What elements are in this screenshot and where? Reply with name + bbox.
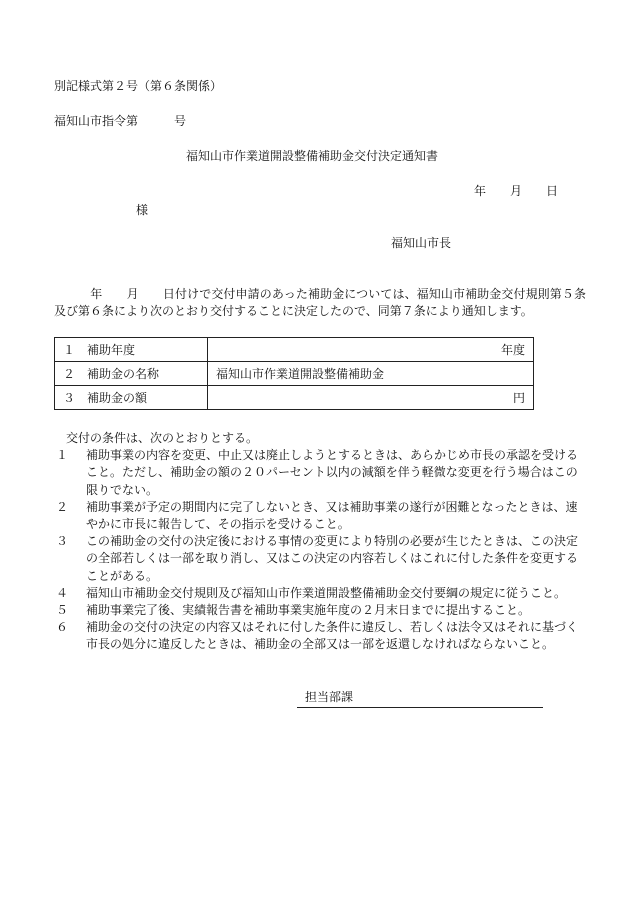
row-label: ２ 補助金の名称 bbox=[55, 362, 208, 386]
condition-text: 補助事業完了後、実績報告書を補助事業実施年度の２月末日までに提出すること。 bbox=[86, 603, 531, 618]
condition-item bbox=[54, 585, 588, 602]
issuer: 福知山市長 bbox=[391, 236, 452, 250]
form-id: 別記様式第２号（第６条関係） bbox=[54, 79, 223, 93]
condition-item bbox=[54, 447, 588, 499]
condition-number: ５ bbox=[56, 603, 69, 618]
addressee: 様 bbox=[136, 203, 149, 217]
condition-number: １ bbox=[56, 448, 69, 463]
grant-info-table bbox=[54, 337, 534, 410]
document-title: 福知山市作業道開設整備補助金交付決定通知書 bbox=[186, 149, 439, 163]
row-value: 福知山市作業道開設整備補助金 bbox=[208, 362, 534, 386]
table-row bbox=[55, 338, 534, 362]
department-label: 担当部課 bbox=[305, 690, 354, 704]
condition-item bbox=[54, 533, 588, 585]
condition-text: 補助事業が予定の期間内に完了しないとき、又は補助事業の遂行が困難となったときは、速やかに市長に報告して、その指示を受けること。 bbox=[86, 499, 578, 532]
condition-number: ６ bbox=[56, 620, 69, 635]
condition-number: ４ bbox=[56, 585, 69, 600]
table-row bbox=[55, 386, 534, 410]
condition-number: ２ bbox=[56, 499, 69, 514]
condition-number: ３ bbox=[56, 534, 69, 549]
row-value: 円 bbox=[208, 386, 534, 410]
condition-text: 福知山市補助金交付規則及び福知山市作業道開設整備補助金交付要綱の規定に従うこと。 bbox=[86, 585, 567, 600]
row-label: １ 補助年度 bbox=[55, 338, 208, 362]
row-value: 年度 bbox=[208, 338, 534, 362]
condition-text: 補助金の交付の決定の内容又はそれに付した条件に違反し、若しくは法令又はそれに基づく市長の処分に違反したときは、補助金の全部又は一部を返還しなければならないこと。 bbox=[86, 620, 579, 652]
row-label: ３ 補助金の額 bbox=[55, 386, 208, 410]
issue-date: 年 月 日 bbox=[474, 184, 559, 198]
document-number: 福知山市指令第 号 bbox=[54, 114, 187, 128]
condition-item bbox=[54, 602, 588, 619]
table-row bbox=[55, 362, 534, 386]
condition-text: 補助事業の内容を変更、中止又は廃止しようとするときは、あらかじめ市長の承認を受けること。ただし、補助金の額の２０パーセント以内の減額を伴う軽微な変更を行う場合はこの限りでない。 bbox=[86, 448, 579, 497]
conditions-section bbox=[54, 430, 588, 654]
conditions-heading: 交付の条件は、次のとおりとする。 bbox=[66, 431, 259, 445]
condition-text: この補助金の交付の決定後における事情の変更により特別の必要が生じたときは、この決定の全部若しくは一部を取り消し、又はこの決定の内容若しくはこれに付した条件を変更することがある。 bbox=[86, 534, 579, 583]
condition-item bbox=[54, 619, 588, 653]
condition-item bbox=[54, 499, 588, 533]
body-paragraph: 年 月 日付けで交付申請のあった補助金については、福知山市補助金交付規則第５条及び第６条により次のとおり交付することに決定したので、同第７条により通知します。 bbox=[54, 287, 586, 318]
signature-line bbox=[297, 707, 543, 708]
